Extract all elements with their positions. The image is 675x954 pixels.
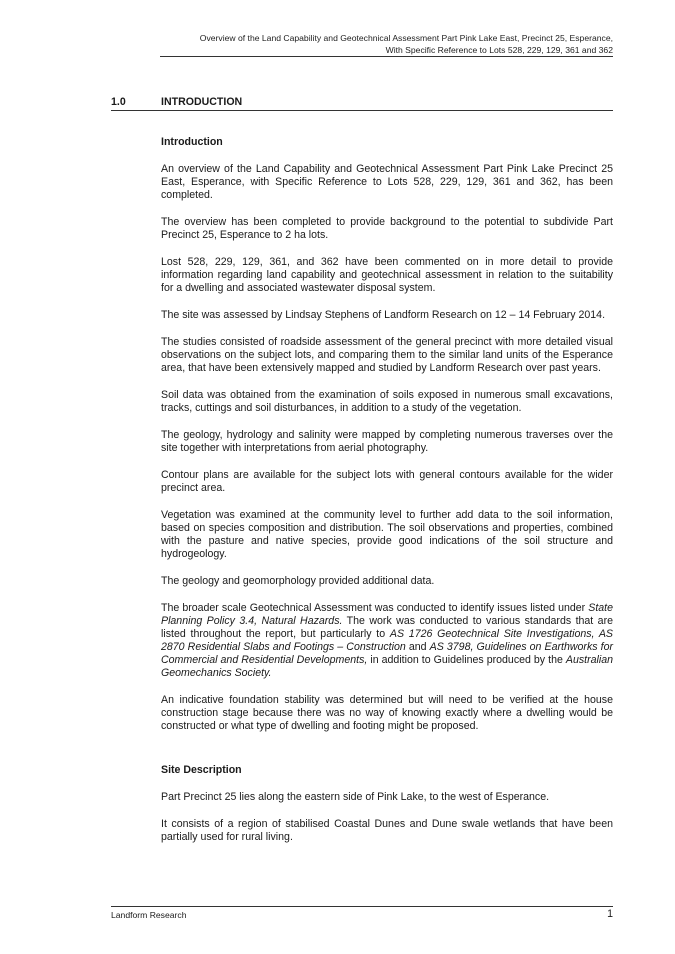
intro-paragraph: Contour plans are available for the subject lots with general contours available for the wider precinct area.: [161, 468, 613, 494]
intro-paragraph: Soil data was obtained from the examination of soils exposed in numerous small excavations, tracks, cuttings and soil disturbances, in addition to a study of the vegetation.: [161, 388, 613, 414]
intro-paragraph: Vegetation was examined at the community level to further add data to the soil information, based on species composition and distribution. The soil observations and properties, combined with the pasture and native species, provide good indications of the soil structure and hydrogeology.: [161, 508, 613, 560]
intro-paragraph: The site was assessed by Lindsay Stephens of Landform Research on 12 – 14 February 2014.: [161, 308, 606, 321]
intro-paragraph: The overview has been completed to provide background to the potential to subdivide Part Precinct 25, Esperance to 2 ha lots.: [161, 215, 613, 241]
site-paragraph: It consists of a region of stabilised Coastal Dunes and Dune swale wetlands that have been partially used for rural living.: [161, 817, 613, 843]
geotech-text: The work was conducted to various standards that are listed throughout the report, but particularly to: [161, 614, 613, 640]
geotech-policy-reference: State Planning Policy 3.4, Natural Hazards.: [161, 601, 613, 627]
running-header-line-2: With Specific Reference to Lots 528, 229, 129, 361 and 362: [385, 45, 613, 55]
running-header: [160, 32, 613, 56]
document-body: [161, 136, 613, 858]
geotech-text: and: [405, 641, 430, 653]
introduction-heading: Introduction: [161, 136, 223, 148]
section-heading: [111, 96, 613, 111]
intro-paragraph: Lost 528, 229, 129, 361, and 362 have been commented on in more detail to provide information regarding land capability and geotechnical assessment in relation to the suitability for a dwelling and associated wastewater disposal system.: [161, 255, 613, 294]
foundation-paragraph: An indicative foundation stability was determined but will need to be verified at the house construction stage because there was no way of knowing exactly where a dwelling would be constructed or what type of dwelling and footing might be proposed.: [161, 694, 613, 733]
section-number: 1.0: [111, 96, 126, 108]
geotech-text: The broader scale Geotechnical Assessment was conducted to identify issues listed under: [161, 601, 589, 614]
intro-paragraph: The studies consisted of roadside assessment of the general precinct with more detailed visual observations on the subject lots, and comparing them to the similar land units of the Esperance area, that have been extensively mapped and studied by Landform Research over past years.: [161, 335, 613, 374]
intro-paragraph: The geology, hydrology and salinity were mapped by completing numerous traverses over the site together with interpretations from aerial photography.: [161, 428, 613, 454]
intro-paragraph: The geology and geomorphology provided additional data.: [161, 574, 435, 587]
site-description-heading: Site Description: [161, 764, 242, 777]
geotechnical-paragraph: [161, 602, 613, 681]
running-header-line-1: Overview of the Land Capability and Geotechnical Assessment Part Pink Lake East, Precinct 25, Esperance,: [199, 33, 613, 43]
section-title: INTRODUCTION: [161, 96, 243, 108]
page-number: 1: [607, 908, 613, 920]
site-paragraph: Part Precinct 25 lies along the eastern side of Pink Lake, to the west of Esperance.: [161, 790, 550, 803]
intro-paragraph: An overview of the Land Capability and Geotechnical Assessment Part Pink Lake Precinct 25 East, Esperance, with Specific Reference to Lots 528, 229, 129, 361 and 362, has been completed.: [161, 162, 613, 201]
geotech-guidelines-reference: AS 3798, Guidelines on Earthworks for Commercial and Residential Developments,: [161, 641, 614, 667]
footer-divider: [111, 906, 613, 907]
footer-company: Landform Research: [111, 910, 187, 920]
geotech-text: in addition to Guidelines produced by the: [367, 654, 566, 667]
geotech-standards-reference: AS 1726 Geotechnical Site Investigations, AS 2870 Residential Slabs and Footings – Construction: [161, 627, 613, 653]
header-divider: [160, 56, 613, 57]
geotech-society-reference: Australian Geomechanics Society.: [161, 654, 613, 680]
